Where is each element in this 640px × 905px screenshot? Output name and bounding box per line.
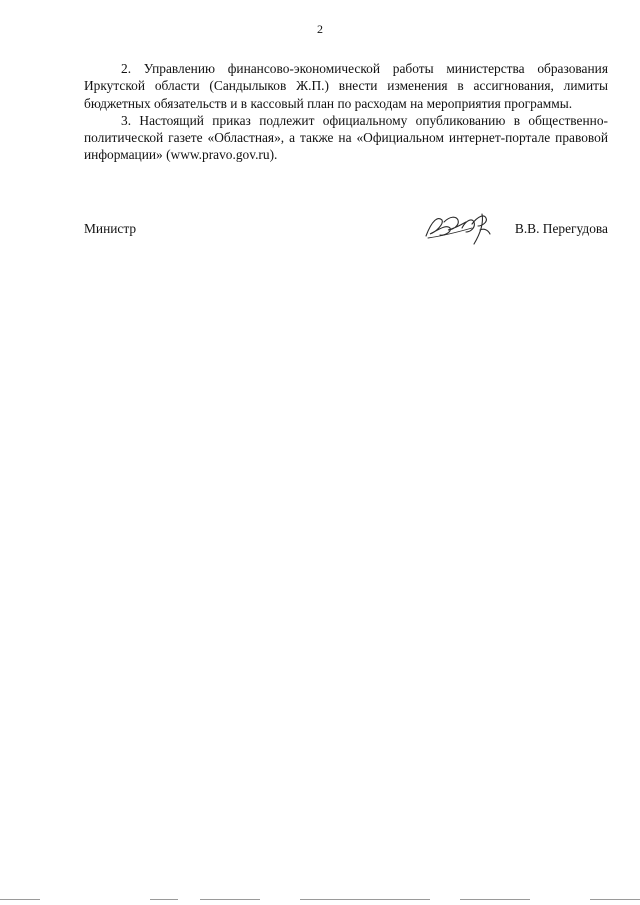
scan-line-segment [0, 899, 40, 900]
scan-line-segment [590, 899, 640, 900]
signature-block [84, 210, 608, 250]
scan-line-segment [300, 899, 430, 900]
signatory-name: В.В. Перегудова [514, 221, 608, 236]
paragraph-2: 2. Управлению финансово-экономической работы министерства образования Иркутской области (Сандылыков Ж.П.) внести изменения в ассигнования, лимиты бюджетных обязательств и в кассовый план по расходам на мероприятия программы. [84, 61, 608, 111]
document-body [84, 60, 608, 164]
position-label: Министр [84, 221, 137, 236]
scan-edge-artifact [0, 893, 640, 905]
scan-line-segment [200, 899, 260, 900]
scan-line-segment [150, 899, 178, 900]
paragraph-3: 3. Настоящий приказ подлежит официальному опубликованию в общественно-политической газете «Областная», а также на «Официальном интернет-портале правовой информации» (www.pravo.gov.ru). [84, 112, 608, 163]
page-number: 2 [317, 22, 323, 36]
handwritten-signature [422, 210, 494, 246]
scan-line-segment [460, 899, 530, 900]
